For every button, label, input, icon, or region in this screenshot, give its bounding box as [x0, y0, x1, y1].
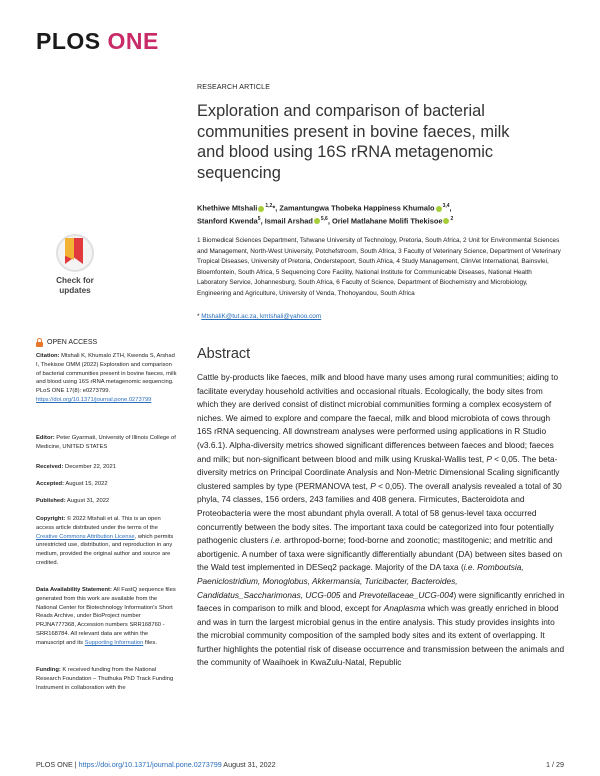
check-for-updates-badge[interactable]	[42, 230, 108, 310]
funding-block: Funding: K received funding from the National Research Foundation – Thuthuka PhD Track Funding Instrument in collaboration with the	[36, 667, 174, 691]
open-access-badge	[36, 338, 97, 347]
author-name[interactable]: Oriel Matlahane Molifi Thekisoe	[331, 216, 443, 226]
author-name[interactable]: Khethiwe Mtshali	[197, 203, 258, 213]
author-sep: ,	[260, 216, 263, 226]
check-for-updates-label: Check for updates	[56, 276, 94, 295]
author-affil-sup: 5,6	[320, 215, 328, 222]
footer-journal: PLOS ONE	[36, 760, 73, 769]
author-sep: ,	[327, 216, 330, 226]
accepted-date: Accepted: August 15, 2022	[36, 481, 108, 487]
received-date: Received: December 22, 2021	[36, 464, 116, 470]
article-title: Exploration and comparison of bacterial communities present in bovine faeces, milk and blood using 16S rRNA metagenomic sequencing	[197, 102, 510, 182]
footer-citation: PLOS ONE | https://doi.org/10.1371/journal.pone.0273799 August 31, 2022	[36, 760, 276, 769]
author-list	[197, 201, 527, 227]
license-link[interactable]: Creative Commons Attribution License	[36, 533, 135, 540]
orcid-icon[interactable]	[258, 206, 264, 212]
journal-logo	[36, 28, 159, 55]
author-name[interactable]: Ismail Arshad	[264, 216, 313, 226]
author-sep: ,	[449, 203, 452, 213]
copyright-block: Copyright: © 2022 Mtshali et al. This is an open access article distributed under the terms of the Creative Commons Attribution License, which permits unrestricted use, distribution, and reproduction in any medium, provided the original author and source are credited.	[36, 516, 174, 566]
editor-block: Editor: Peter Gyarmati, University of Illinois College of Medicine, UNITED STATES	[36, 435, 176, 450]
article-type: RESEARCH ARTICLE	[197, 84, 271, 91]
published-date: Published: August 31, 2022	[36, 498, 110, 504]
page-number: 1 / 29	[546, 760, 564, 769]
orcid-icon[interactable]	[314, 218, 320, 224]
logo-one: ONE	[107, 28, 159, 54]
logo-plos: PLOS	[36, 28, 101, 54]
author-name[interactable]: Stanford Kwenda	[197, 216, 258, 226]
doi-link[interactable]: https://doi.org/10.1371/journal.pone.0273799	[36, 396, 152, 403]
open-access-label: OPEN ACCESS	[47, 339, 98, 346]
correspondence	[197, 313, 321, 320]
author-affil-sup: 2	[450, 215, 454, 222]
abstract-text: Cattle by-products like faeces, milk and blood have many uses among rural communities; aiding to facilitate everyday household activities and occasional rituals. Ecologically, the body sites from which they are derived consist of distinct microbial communities forming a complex ecosystem of niches. We aimed to explore and compare the faecal, milk and blood microbiota of cows through 16S rRNA sequencing. All downstream analyses were performed using applications in R Studio (v3.6.1). Alpha-diversity metrics showed significant differences between faeces and blood; faeces and milk; but non-significant between blood and milk using Kruskal-Wallis test, P < 0,05. The beta-diversity metrics on Principal Coordinate Analysis and Non-Metric Dimensional Scaling significantly clustered samples by type (PERMANOVA test, P < 0,05). The overall analysis revealed a total of 30 phyla, 74 classes, 156 orders, 243 families and 408 genera. Firmicutes, Bacteroidota and Proteobacteria were the most abundant phyla overall. A total of 58 genus-level taxa occurred concurrently between the body sites. The important taxa could be categorized into four potentially pathogenic clusters i.e. arthropod-borne; food-borne and zoonotic; mastitogenic; and metritic and abortigenic. A number of taxa were significantly differentially abundant (DA) between sites based on the Wald test implemented in DESeq2 package. Majority of the DA taxa (i.e. Romboutsia, Paeniclostridium, Monoglobus, Akkermansia, Turicibacter, Bacteroides, Candidatus_Saccharimonas, UCG-005 and Prevotellaceae_UCG-004) were significantly enriched in faeces in comparison to milk and blood, except for Anaplasma which was greatly enriched in blood and was in turn the largest microbial genus in the entire analysis. This study provides insights into the microbial community composition of the sampled body sites and its extent of overlapping. It further highlights the potential risk of disease occurrence and transmission between the animals and the community of Waaihoek in KwaZulu-Natal, Republic	[197, 372, 565, 668]
orcid-icon[interactable]	[436, 206, 442, 212]
author-affil-sup: 1,2	[265, 203, 273, 209]
footer-date: August 31, 2022	[221, 760, 276, 769]
abstract-heading: Abstract	[197, 346, 251, 362]
footer-doi-link[interactable]: https://doi.org/10.1371/journal.pone.0273799	[78, 760, 222, 769]
data-availability-block: Data Availability Statement: All FastQ sequence files generated from this work are available from the National Center for Biotechnology Information's Short Reads Archive, under BioProject number PRJNA777368, Accession numbers SRR168760 -SRR168784. All relevant data are within the manuscript and its Supporting Information files.	[36, 587, 176, 646]
email-link[interactable]: MtshaliK@tut.ac.za, kmtshali@yahoo.com	[201, 313, 322, 320]
author-affil-sup: 5	[257, 215, 261, 222]
orcid-icon[interactable]	[443, 218, 449, 224]
citation-block: Citation: Mtshali K, Khumalo ZTH, Kwenda S, Arshad I, Thekisoe OMM (2022) Exploration and comparison of bacterial communities present in bovine faeces, milk and blood using 16S rRNA metagenomic sequencing. PLoS ONE 17(8): e0273799. https://doi.org/10.1371/journal.pone.0273799	[36, 353, 177, 403]
author-affil-sup: 3,4	[442, 203, 450, 209]
affiliations: 1 Biomedical Sciences Department, Tshwane University of Technology, Pretoria, South Africa, 2 Unit for Environmental Sciences and Management, North-West University, Potchefstroom, South Africa, 3 Faculty of Veterinary Science, Department of Veterinary Tropical Diseases, University of Pretoria, Onderstepoort, South Africa, 4 Study Management, ClinVet International, Bainsvlei, Bloemfontein, South Africa, 5 Sequencing Core Facility, National Institute for Communicable Diseases, National Health Laboratory Service, Johannesburg, South Africa, 6 Faculty of Science, Department of Biochemistry and Microbiology, Engineering and Agriculture, University of Venda, Thohoyandou, South Africa	[197, 237, 561, 297]
author-name[interactable]: Zamantungwa Thobeka Happiness Khumalo	[279, 203, 435, 213]
corresponding-mark: *	[197, 313, 202, 320]
open-lock-icon	[36, 338, 43, 347]
corresponding-mark: *,	[272, 203, 278, 213]
supporting-info-link[interactable]: Supporting Information	[84, 639, 144, 646]
